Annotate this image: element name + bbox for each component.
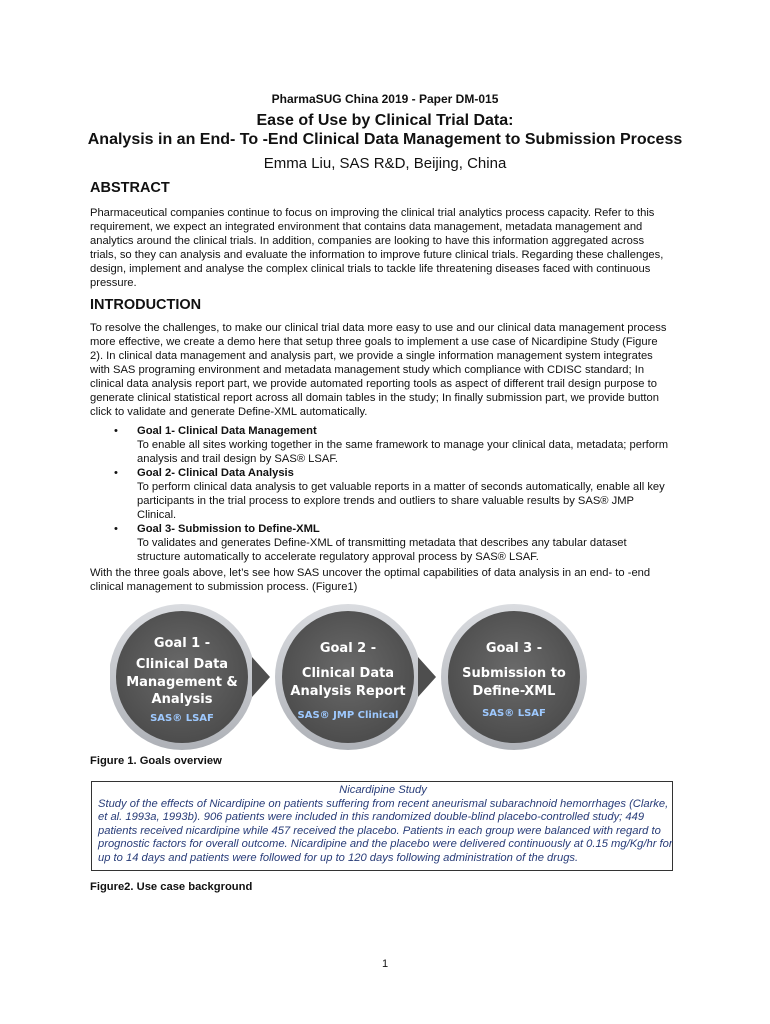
figure-2-caption: Figure2. Use case background	[90, 881, 253, 893]
use-case-text	[98, 784, 673, 865]
use-case-line: Study of the effects of Nicardipine on patients suffering from recent aneurismal subarachnoid hemorrhages (Clarke,	[98, 797, 669, 810]
goal-3-product: SAS® LSAF	[482, 708, 546, 719]
bullet: •	[114, 467, 118, 479]
intro-line: with SAS programing environment and metadata management study which compliance with CDISC standard; In	[90, 364, 645, 376]
goal-line: To enable all sites working together in the same framework to manage your clinical data, metadata; perform	[137, 439, 669, 451]
abstract-heading: ABSTRACT	[90, 180, 170, 196]
goal-title: Goal 2- Clinical Data Analysis	[137, 467, 294, 479]
goal-1-label: Goal 1 -	[153, 636, 211, 651]
figure-1-caption: Figure 1. Goals overview	[90, 755, 222, 767]
closing-line: With the three goals above, let’s see how SAS uncover the optimal capabilities of data analysis in an end- to -end	[90, 567, 651, 579]
goal-line: To perform clinical data analysis to get valuable reports in a matter of seconds automatically, enable all key	[137, 481, 665, 493]
abstract-line: requirement, we expect an integrated environment that contains data management, metadata management and	[90, 221, 643, 233]
bullet: •	[114, 425, 118, 437]
author-line: Emma Liu, SAS R&D, Beijing, China	[263, 155, 507, 172]
use-case-line: prognostic factors for overall outcome. Nicardipine and the placebo were delivered continuously at 0.15 mg/Kg/hr for	[98, 838, 673, 850]
goal-3-label: Goal 3 -	[485, 641, 543, 656]
goals-overview-diagram	[110, 602, 670, 752]
goals-list	[90, 424, 690, 564]
abstract-body	[90, 206, 690, 290]
paper-title-line2: Analysis in an End- To -End Clinical Data Management to Submission Process	[87, 131, 683, 148]
abstract-line: analytics around the clinical trials. In addition, companies are looking to have this information aggregated across	[90, 235, 645, 247]
closing-paragraph	[90, 566, 690, 594]
use-case-line: et al. 1993a, 1993b). 906 patients were included in this randomized double-blind placebo-controlled study; 449	[98, 811, 645, 823]
page-number: 1	[381, 958, 389, 970]
goal-1-circle	[110, 604, 270, 750]
goal-item	[90, 466, 690, 522]
intro-line: click to validate and generate Define-XML automatically.	[90, 406, 368, 418]
goal-item	[90, 522, 690, 564]
abstract-line: pressure.	[90, 277, 137, 289]
use-case-box	[91, 781, 673, 871]
goal-item	[90, 424, 690, 466]
intro-line: generate clinical statistical report across all domain tables in the study; In finally submission part, we provide button	[90, 392, 659, 404]
paper-title-line1: Ease of Use by Clinical Trial Data:	[256, 112, 514, 129]
goal-2-label: Analysis Report	[290, 684, 406, 699]
goal-1-product: SAS® LSAF	[150, 713, 214, 724]
intro-line: clinical data analysis report part, we provide automated reporting tools as aspect of different trail design purpose to	[90, 378, 657, 390]
goal-2-label: Clinical Data	[301, 666, 395, 681]
goal-1-label: Clinical Data	[135, 657, 229, 672]
goal-line: analysis and trail design by SAS® LSAF.	[137, 453, 339, 465]
intro-line: more effective, we create a demo here that setup three goals to implement a use case of Nicardipine Study (Figure	[90, 336, 658, 348]
intro-line: 2). In clinical data management and analysis part, we provide a single information management system integrates	[90, 350, 653, 362]
goal-2-label: Goal 2 -	[319, 641, 377, 656]
goal-1-label: Analysis	[151, 692, 213, 707]
use-case-line: patients received nicardipine while 457 received the placebo. Patients in each group were balanced with regard to	[98, 824, 661, 837]
use-case-line: up to 14 days and patients were followed for up to 120 days following administration of the drugs.	[98, 851, 579, 864]
goal-title: Goal 3- Submission to Define-XML	[137, 523, 320, 535]
goal-3-label: Submission to	[462, 666, 566, 681]
paper-id: PharmaSUG China 2019 - Paper DM-015	[271, 92, 499, 106]
bullet: •	[114, 523, 118, 535]
goal-title: Goal 1- Clinical Data Management	[137, 425, 317, 437]
goal-3-circle	[441, 604, 587, 750]
goal-line: To validates and generates Define-XML of transmitting metadata that describes any tabular dataset	[137, 537, 627, 549]
intro-line: To resolve the challenges, to make our clinical trial data more easy to use and our clinical data management process	[90, 322, 667, 334]
abstract-line: trials, so they can analysis and evaluate the information to improve future clinical trials. Regarding these challenges,	[90, 249, 664, 261]
arrow-icon	[418, 657, 436, 697]
goal-line: Clinical.	[137, 509, 177, 521]
use-case-title: Nicardipine Study	[339, 784, 427, 796]
goal-3-label: Define-XML	[472, 684, 556, 699]
closing-line: clinical management to submission process. (Figure1)	[90, 581, 358, 593]
goal-line: structure automatically to accelerate regulatory approval process by SAS® LSAF.	[137, 551, 539, 563]
goal-1-label: Management &	[126, 675, 238, 690]
goal-2-product: SAS® JMP Clinical	[297, 710, 399, 721]
introduction-body	[90, 321, 690, 419]
arrow-icon	[252, 657, 270, 697]
abstract-line: design, implement and analyse the complex clinical trials to tackle life threatening diseases faced with continuous	[90, 263, 651, 275]
goal-2-circle	[275, 604, 436, 750]
goal-line: participants in the trial process to explore trends and outliers to share valuable results by SAS® JMP	[137, 495, 635, 507]
abstract-line: Pharmaceutical companies continue to focus on improving the clinical trial analytics process capacity. Refer to this	[90, 207, 655, 219]
introduction-heading: INTRODUCTION	[90, 297, 202, 313]
